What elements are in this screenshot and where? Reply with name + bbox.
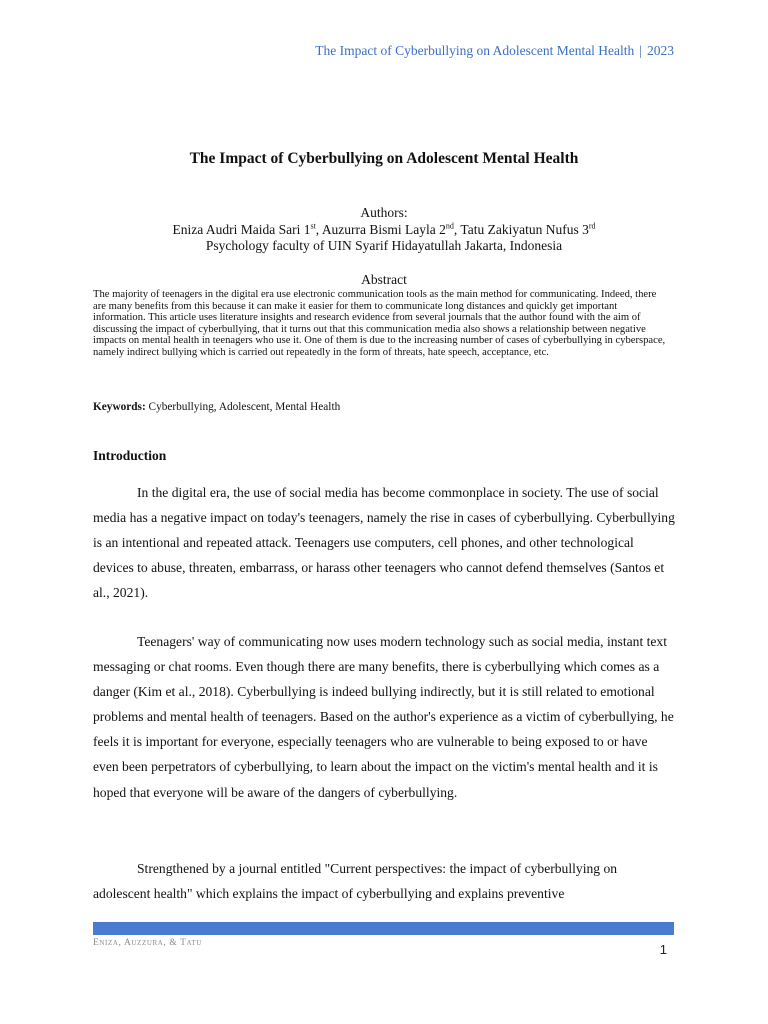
footer-authors: Eniza, Auzzura, & Tatu — [93, 938, 202, 948]
author-separator: , — [315, 221, 322, 237]
abstract-text: The majority of teenagers in the digital era use electronic communication tools as the main method for communicating. Indeed, there are many benefits from this because it can make it easier for them to communicate long distances and quickly get important information. This article uses literature insights and research evidence from several journals that the author found with the aim of discussing the impact of cyberbullying, that it turns out that this communication media also shows a relationship between negative impacts on mental health in teenagers who use it. One of them is due to the increasing number of cases of cyberbullying in cyberspace, namely indirect bullying which is carried out repeatedly in the form of threats, hate speech, acceptance, etc. — [93, 289, 666, 358]
affiliation: Psychology faculty of UIN Syarif Hidayatullah Jakarta, Indonesia — [205, 238, 563, 253]
keywords-list: Cyberbullying, Adolescent, Mental Health — [145, 401, 341, 413]
section-heading-introduction: Introduction — [93, 448, 167, 463]
authors-list — [0, 222, 768, 239]
keywords-label: Keywords: — [93, 401, 146, 413]
footer-bar — [93, 922, 674, 935]
author-ordinal: rd — [588, 221, 596, 230]
abstract-heading: Abstract — [361, 272, 407, 287]
keywords-line — [93, 401, 668, 413]
paper-title: The Impact of Cyberbullying on Adolescent Mental Health — [189, 150, 579, 167]
author-ordinal: nd — [445, 221, 454, 230]
author-name: Tatu Zakiyatun Nufus 3 — [460, 221, 589, 237]
page-number: 1 — [659, 942, 667, 957]
author-ordinal: st — [310, 221, 316, 230]
header-year: 2023 — [647, 43, 674, 58]
author-separator: , — [453, 221, 461, 237]
header-separator: | — [639, 43, 642, 58]
body-paragraph-3: Strengthened by a journal entitled "Current perspectives: the impact of cyberbullying on adolescent health" which explains the impact of cyberbullying and explains preventive — [93, 861, 618, 902]
authors-block — [0, 205, 768, 255]
body-paragraph-2: Teenagers' way of communicating now uses modern technology such as social media, instant text messaging or chat rooms. Even though there are many benefits, there is cyberbullying which comes as a danger (Kim et al., 2018). Cyberbullying is indeed bullying indirectly, but it is still related to emotional problems and mental health of teenagers. Based on the author's experience as a victim of cyberbullying, he feels it is important for everyone, especially teenagers who are vulnerable to being exposed to or have even been perpetrators of cyberbullying, to learn about the impact on the victim's mental health and it is hoped that everyone will be aware of the dangers of cyberbullying. — [93, 634, 674, 800]
author-name: Auzurra Bismi Layla 2 — [321, 221, 446, 237]
author-name: Eniza Audri Maida Sari 1 — [172, 221, 311, 237]
running-title: The Impact of Cyberbullying on Adolescent Mental Health — [315, 43, 635, 58]
authors-label: Authors: — [360, 205, 408, 220]
body-paragraph-1: In the digital era, the use of social media has become commonplace in society. The use of social media has a negative impact on today's teenagers, namely the rise in cases of cyberbullying. Cyberbullying is an intentional and repeated attack. Teenagers use computers, cell phones, and other technological devices to abuse, threaten, embarrass, or harass other teenagers who cannot defend themselves (Santos et al., 2021). — [93, 485, 675, 601]
running-header — [315, 43, 674, 59]
